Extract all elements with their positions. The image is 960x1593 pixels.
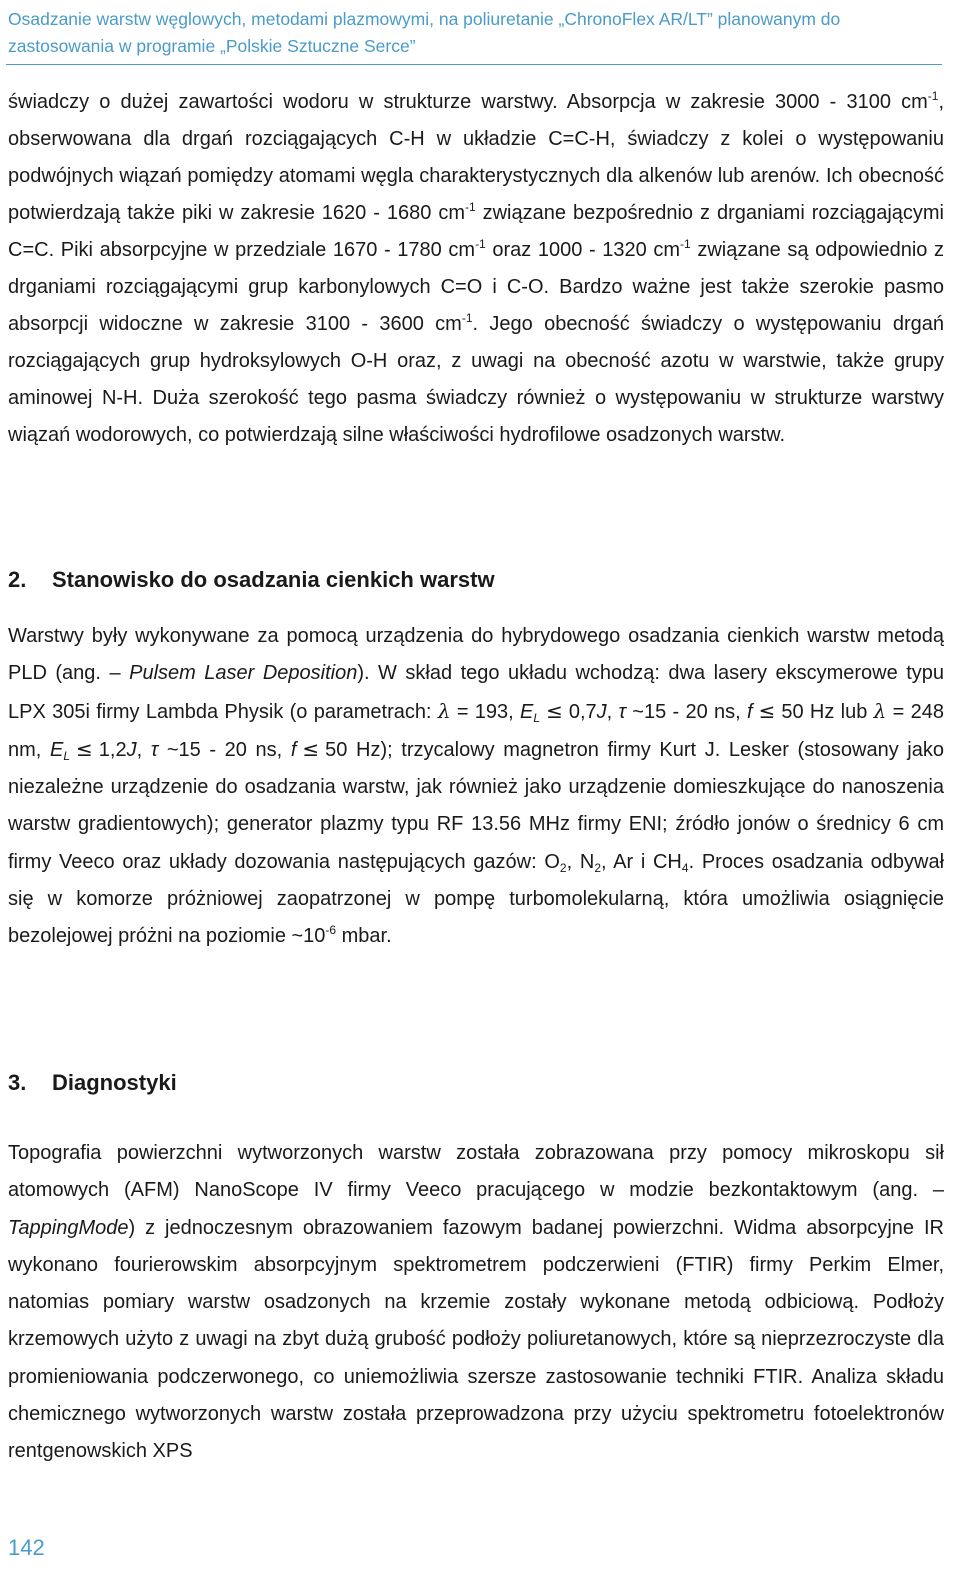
section-title: Stanowisko do osadzania cienkich warstw <box>52 567 495 592</box>
section-heading-3 <box>8 1068 177 1098</box>
less-equal-symbol: ≤ <box>758 698 776 723</box>
lambda-symbol: λ <box>873 698 887 723</box>
text-run: oraz 1000 - 1320 cm <box>485 239 681 261</box>
superscript: -1 <box>475 237 486 251</box>
subscript: 4 <box>681 860 689 875</box>
text-run: = 193, <box>450 700 521 723</box>
text-run: ). W skład tego układu wchodzą: dwa lasery ekscymerowe typu LPX 305i firmy Lambda Physik (o parametrach: <box>8 662 944 723</box>
symbol-energy: E <box>520 700 534 723</box>
symbol-frequency: f <box>747 700 753 723</box>
text-run: mbar. <box>336 925 392 948</box>
lambda-symbol: λ <box>437 698 451 723</box>
superscript: -1 <box>927 89 939 103</box>
text-run: 0,7 <box>568 700 597 723</box>
subscript: L <box>63 748 70 763</box>
symbol-tau: τ <box>150 738 159 761</box>
text-run: 50 Hz lub <box>781 700 874 723</box>
text-run: ) z jednoczesnym obrazowaniem fazowym badanej powierzchni. Widma absorpcyjne IR wykonano fourierowskim absorpcyjnym spektrometrem podczerwieni (FTIR) firmy Perkim Elmer, natomias pomiary warstw osadzonych na krzemie zostały wykonane metodą odbiciową. Podłoży krzemowych użyto z uwagi na zbyt dużą grubość podłoży poliuretanowych, które są nieprzezroczyste dla promieniowania podczerwonego, co uniemożliwia szersze zastosowanie techniki FTIR. Analiza składu chemicznego wytworzonych warstw została przeprowadzona przy użyciu spektrometru fotoelektronów rentgenowskich XPS <box>8 1216 944 1463</box>
less-equal-symbol: ≤ <box>546 698 563 723</box>
symbol-frequency: f <box>290 738 297 761</box>
text-run: 1,2 <box>98 738 127 761</box>
text-run: Topografia powierzchni wytworzonych warstw została zobrazowana przy pomocy mikroskopu sił atomowych (AFM) NanoScope IV firmy Veeco pracującego w modzie bezkontaktowym (ang. – <box>8 1142 944 1202</box>
text-run: = 248 nm, <box>8 700 944 761</box>
section-number: 2. <box>8 567 27 592</box>
text-run: . Proces osadzania odbywał się w komorze próżniowej zaopatrzonej w pompę turbomolekularną, która umożliwia osiągnięcie bezolejowej próżni na poziomie ~10 <box>8 850 945 948</box>
paragraph-diagnostics <box>8 1135 944 1471</box>
section-title: Diagnostyki <box>52 1070 177 1095</box>
less-equal-symbol: ≤ <box>302 736 320 761</box>
symbol-energy: E <box>49 738 64 761</box>
text-run: świadczy o dużej zawartości wodoru w strukturze warstwy. Absorpcja w zakresie 3000 - 3100 cm <box>8 91 928 113</box>
subscript: 2 <box>594 860 601 875</box>
superscript: -1 <box>461 311 473 325</box>
section-number: 3. <box>8 1070 27 1095</box>
section-heading-2 <box>8 565 495 595</box>
superscript: -6 <box>325 923 337 938</box>
text-run: , Ar i CH <box>601 850 682 873</box>
paragraph-ftir-analysis <box>8 84 944 454</box>
italic-term: Pulsem Laser Deposition <box>129 662 358 685</box>
text-run: związane bezpośrednio z drganiami rozciągającymi C=C. Piki absorpcyjne w przedziale 1670 - 1780 cm <box>8 202 944 261</box>
text-run: , <box>606 700 619 723</box>
text-run: , <box>136 738 151 761</box>
text-run: ~15 - 20 ns, <box>626 700 748 723</box>
text-run: , N <box>566 850 595 873</box>
less-equal-symbol: ≤ <box>76 736 93 761</box>
superscript: -1 <box>464 200 476 214</box>
running-header: Osadzanie warstw węglowych, metodami plazmowymi, na poliuretanie „ChronoFlex AR/LT” planowanym do zastosowania w programie „Polskie Sztuczne Serce” <box>8 9 841 56</box>
text-run: Warstwy były wykonywane za pomocą urządzenia do hybrydowego osadzania cienkich warstw metodą PLD (ang. – <box>8 625 944 685</box>
text-run: ~15 - 20 ns, <box>158 738 291 761</box>
header-divider <box>6 64 942 65</box>
symbol-tau: τ <box>618 700 626 723</box>
paragraph-deposition-setup <box>8 618 944 956</box>
symbol-joule: J <box>596 700 607 723</box>
text-run: 50 Hz); trzycalowy magnetron firmy Kurt J. Lesker (stosowany jako niezależne urządzenie do osadzania warstw, jak również jako urządzenie domieszkujące do nanoszenia warstw gradientowych); generator plazmy typu RF 13.56 MHz firmy ENI; źródło jonów o średnicy 6 cm firmy Veeco oraz układy dozowania następujących gazów: O <box>8 738 944 873</box>
page-number: 142 <box>8 1535 45 1560</box>
text-run: związane są odpowiednio z drganiami rozciągającymi grup karbonylowych C=O i C-O. Bardzo ważne jest także szerokie pasmo absorpcji widoczne w zakresie 3100 - 3600 cm <box>8 239 945 335</box>
text-run: . Jego obecność świadczy o występowaniu drgań rozciągających grup hydroksylowych O-H oraz, z uwagi na obecność azotu w warstwie, także grupy aminowej N-H. Duża szerokość tego pasma świadczy również o występowaniu w strukturze warstwy wiązań wodorowych, co potwierdzają silne właściwości hydrofilowe osadzonych warstw. <box>8 313 944 446</box>
subscript: L <box>533 710 541 725</box>
italic-term: TappingMode <box>8 1216 129 1239</box>
text-run: , obserwowana dla drgań rozciągających C-H w układzie C=C-H, świadczy z kolei o występowaniu podwójnych wiązań pomiędzy atomami węgla charakterystycznych dla alkenów lub arenów. Ich obecność potwierdzają także piki w zakresie 1620 - 1680 cm <box>8 91 944 224</box>
symbol-joule: J <box>126 738 137 761</box>
superscript: -1 <box>680 237 691 251</box>
subscript: 2 <box>559 860 567 875</box>
